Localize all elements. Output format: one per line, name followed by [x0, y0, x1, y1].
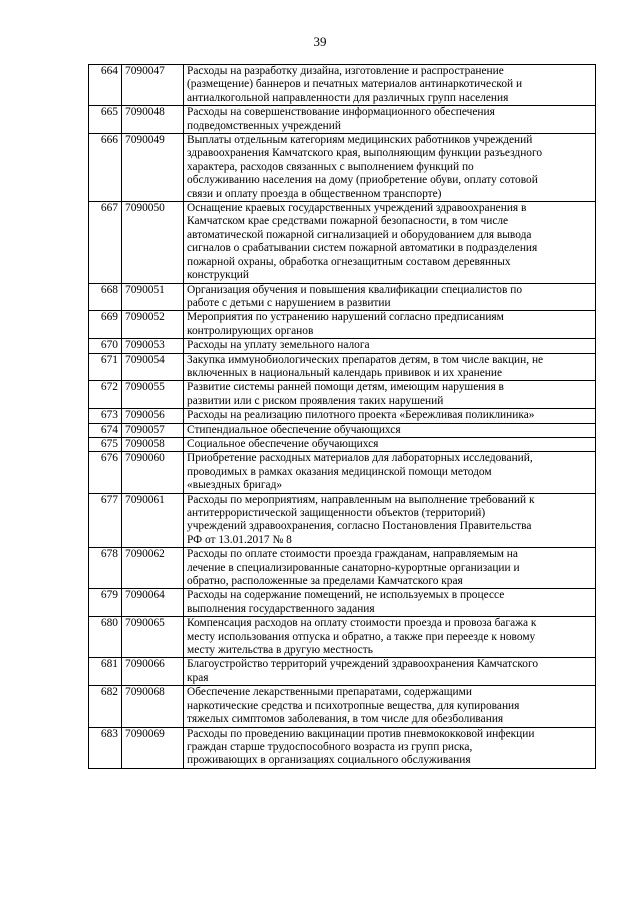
description-line: Компенсация расходов на оплату стоимости проезда и провоза багажа к [187, 617, 537, 630]
description-line: месту использования отпуска и обратно, а также при переезде к новому [187, 630, 536, 643]
table-row [89, 423, 596, 437]
table-body [89, 65, 596, 769]
expense-code: 7090061 [122, 493, 184, 548]
table-row [89, 548, 596, 589]
budget-codes-table [88, 64, 596, 769]
expense-description [184, 617, 596, 658]
row-number: 670 [89, 339, 122, 353]
row-number: 681 [89, 658, 122, 686]
description-line: граждан старше трудоспособного возраста из групп риска, [187, 740, 473, 753]
expense-code: 7090052 [122, 311, 184, 339]
expense-description [184, 409, 596, 423]
expense-code: 7090054 [122, 353, 184, 381]
row-number: 674 [89, 423, 122, 437]
row-number: 683 [89, 727, 122, 768]
description-line: конструкций [187, 269, 249, 282]
row-number: 677 [89, 493, 122, 548]
page-number: 39 [313, 34, 327, 49]
row-number: 678 [89, 548, 122, 589]
expense-description [184, 353, 596, 381]
table-row [89, 134, 596, 202]
description-line: Расходы по оплате стоимости проезда гражданам, направляемым на [187, 548, 518, 561]
description-line: сигналов о срабатывании систем пожарной автоматики в подразделения [187, 242, 538, 255]
description-line: учреждений здравоохранения, согласно Постановления Правительства [187, 520, 532, 533]
description-line: Расходы по проведению вакцинации против пневмококковой инфекции [187, 727, 535, 740]
description-line: Расходы на разработку дизайна, изготовление и распространение [187, 65, 504, 77]
expense-description [184, 381, 596, 409]
expense-code: 7090053 [122, 339, 184, 353]
table-row [89, 452, 596, 493]
description-line: Расходы на совершенствование информационного обеспечения [187, 106, 495, 119]
description-line: Стипендиальное обеспечение обучающихся [187, 423, 401, 436]
row-number: 667 [89, 202, 122, 283]
description-line: Расходы на реализацию пилотного проекта «Бережливая поликлиника» [187, 409, 535, 422]
description-line: Социальное обеспечение обучающихся [187, 437, 379, 450]
table-row [89, 202, 596, 283]
expense-code: 7090051 [122, 283, 184, 311]
expense-description [184, 727, 596, 768]
expense-code: 7090062 [122, 548, 184, 589]
row-number: 680 [89, 617, 122, 658]
description-line: обратно, расположенные за пределами Камчатского края [187, 575, 463, 588]
table-row [89, 686, 596, 727]
expense-description [184, 423, 596, 437]
row-number: 669 [89, 311, 122, 339]
table-row [89, 493, 596, 548]
table-row [89, 283, 596, 311]
description-line: лечение в специализированные санаторно-курортные организации и [187, 561, 520, 574]
table-row [89, 617, 596, 658]
description-line: Обеспечение лекарственными препаратами, содержащими [187, 686, 472, 699]
row-number: 676 [89, 452, 122, 493]
expense-code: 7090058 [122, 437, 184, 451]
description-line: автоматической пожарной сигнализацией и оборудованием для вывода [187, 228, 532, 241]
table-row [89, 311, 596, 339]
expense-description [184, 134, 596, 202]
description-line: Камчатском крае средствами пожарной безопасности, в том числе [187, 215, 509, 228]
expense-description [184, 65, 596, 106]
description-line: края [187, 671, 209, 684]
description-line: пожарной охраны, обработка огнезащитным составом деревянных [187, 255, 511, 268]
description-line: Приобретение расходных материалов для лабораторных исследований, [187, 452, 533, 465]
expense-code: 7090065 [122, 617, 184, 658]
row-number: 673 [89, 409, 122, 423]
description-line: развитии или с риском проявления таких нарушений [187, 394, 444, 407]
expense-code: 7090050 [122, 202, 184, 283]
row-number: 666 [89, 134, 122, 202]
description-line: «выездных бригад» [187, 479, 283, 492]
description-line: Оснащение краевых государственных учреждений здравоохранения в [187, 202, 527, 215]
row-number: 682 [89, 686, 122, 727]
description-line: Расходы по мероприятиям, направленным на выполнение требований к [187, 493, 535, 506]
description-line: Организация обучения и повышения квалификации специалистов по [187, 283, 523, 296]
description-line: характера, расходов связанных с выполнением функций по [187, 160, 474, 173]
expense-code: 7090055 [122, 381, 184, 409]
expense-code: 7090048 [122, 106, 184, 134]
table-row [89, 658, 596, 686]
description-line: (размещение) баннеров и печатных материалов антинаркотической и [187, 78, 523, 91]
expense-description [184, 311, 596, 339]
expense-description [184, 493, 596, 548]
description-line: Закупка иммунобиологических препаратов детям, в том числе вакцин, не [187, 353, 544, 366]
table-row [89, 589, 596, 617]
description-line: Благоустройство территорий учреждений здравоохранения Камчатского [187, 658, 539, 671]
description-line: Развитие системы ранней помощи детям, имеющим нарушения в [187, 381, 504, 394]
description-line: подведомственных учреждений [187, 119, 341, 132]
description-line: Мероприятия по устранению нарушений согласно предписаниям [187, 311, 504, 324]
description-line: месту жительства в другую местность [187, 644, 373, 657]
expense-code: 7090056 [122, 409, 184, 423]
table-row [89, 437, 596, 451]
description-line: проживающих в организациях социального обслуживания [187, 754, 471, 767]
expense-code: 7090064 [122, 589, 184, 617]
expense-description [184, 106, 596, 134]
description-line: включенных в национальный календарь прививок и их хранение [187, 366, 503, 379]
description-line: здравоохранения Камчатского края, выполняющим функции разъездного [187, 147, 543, 160]
description-line: тяжелых симптомов заболевания, в том числе для обезболивания [187, 713, 504, 726]
description-line: обслуживанию населения на дому (приобретение обуви, оплату сотовой [187, 174, 538, 187]
row-number: 675 [89, 437, 122, 451]
row-number: 668 [89, 283, 122, 311]
description-line: выполнения государственного задания [187, 602, 375, 615]
table-row [89, 381, 596, 409]
expense-code: 7090066 [122, 658, 184, 686]
description-line: Расходы на уплату земельного налога [187, 339, 370, 352]
description-line: РФ от 13.01.2017 № 8 [187, 533, 292, 546]
expense-description [184, 686, 596, 727]
expense-description [184, 589, 596, 617]
description-line: связи и оплату проезда в общественном транспорте) [187, 187, 442, 200]
expense-code: 7090060 [122, 452, 184, 493]
description-line: антиалкогольной направленности для различных групп населения [187, 91, 509, 104]
expense-code: 7090047 [122, 65, 184, 106]
row-number: 672 [89, 381, 122, 409]
row-number: 665 [89, 106, 122, 134]
expense-code: 7090049 [122, 134, 184, 202]
expense-description [184, 339, 596, 353]
expense-code: 7090069 [122, 727, 184, 768]
table-row [89, 409, 596, 423]
expense-description [184, 452, 596, 493]
row-number: 671 [89, 353, 122, 381]
row-number: 664 [89, 65, 122, 106]
expense-description [184, 548, 596, 589]
expense-description [184, 658, 596, 686]
description-line: наркотические средства и психотропные вещества, для купирования [187, 699, 520, 712]
description-line: Выплаты отдельным категориям медицинских работников учреждений [187, 134, 533, 147]
table-row [89, 727, 596, 768]
table-row [89, 106, 596, 134]
expense-description [184, 283, 596, 311]
description-line: работе с детьми с нарушением в развитии [187, 296, 391, 309]
expense-description [184, 437, 596, 451]
table-row [89, 339, 596, 353]
expense-description [184, 202, 596, 283]
description-line: Расходы на содержание помещений, не используемых в процессе [187, 589, 505, 602]
table-row [89, 353, 596, 381]
row-number: 679 [89, 589, 122, 617]
expense-code: 7090057 [122, 423, 184, 437]
expense-code: 7090068 [122, 686, 184, 727]
table-row [89, 65, 596, 106]
description-line: проводимых в рамках оказания медицинской помощи методом [187, 465, 492, 478]
description-line: контролирующих органов [187, 324, 314, 337]
description-line: антитеррористической защищенности объектов (территорий) [187, 507, 486, 519]
